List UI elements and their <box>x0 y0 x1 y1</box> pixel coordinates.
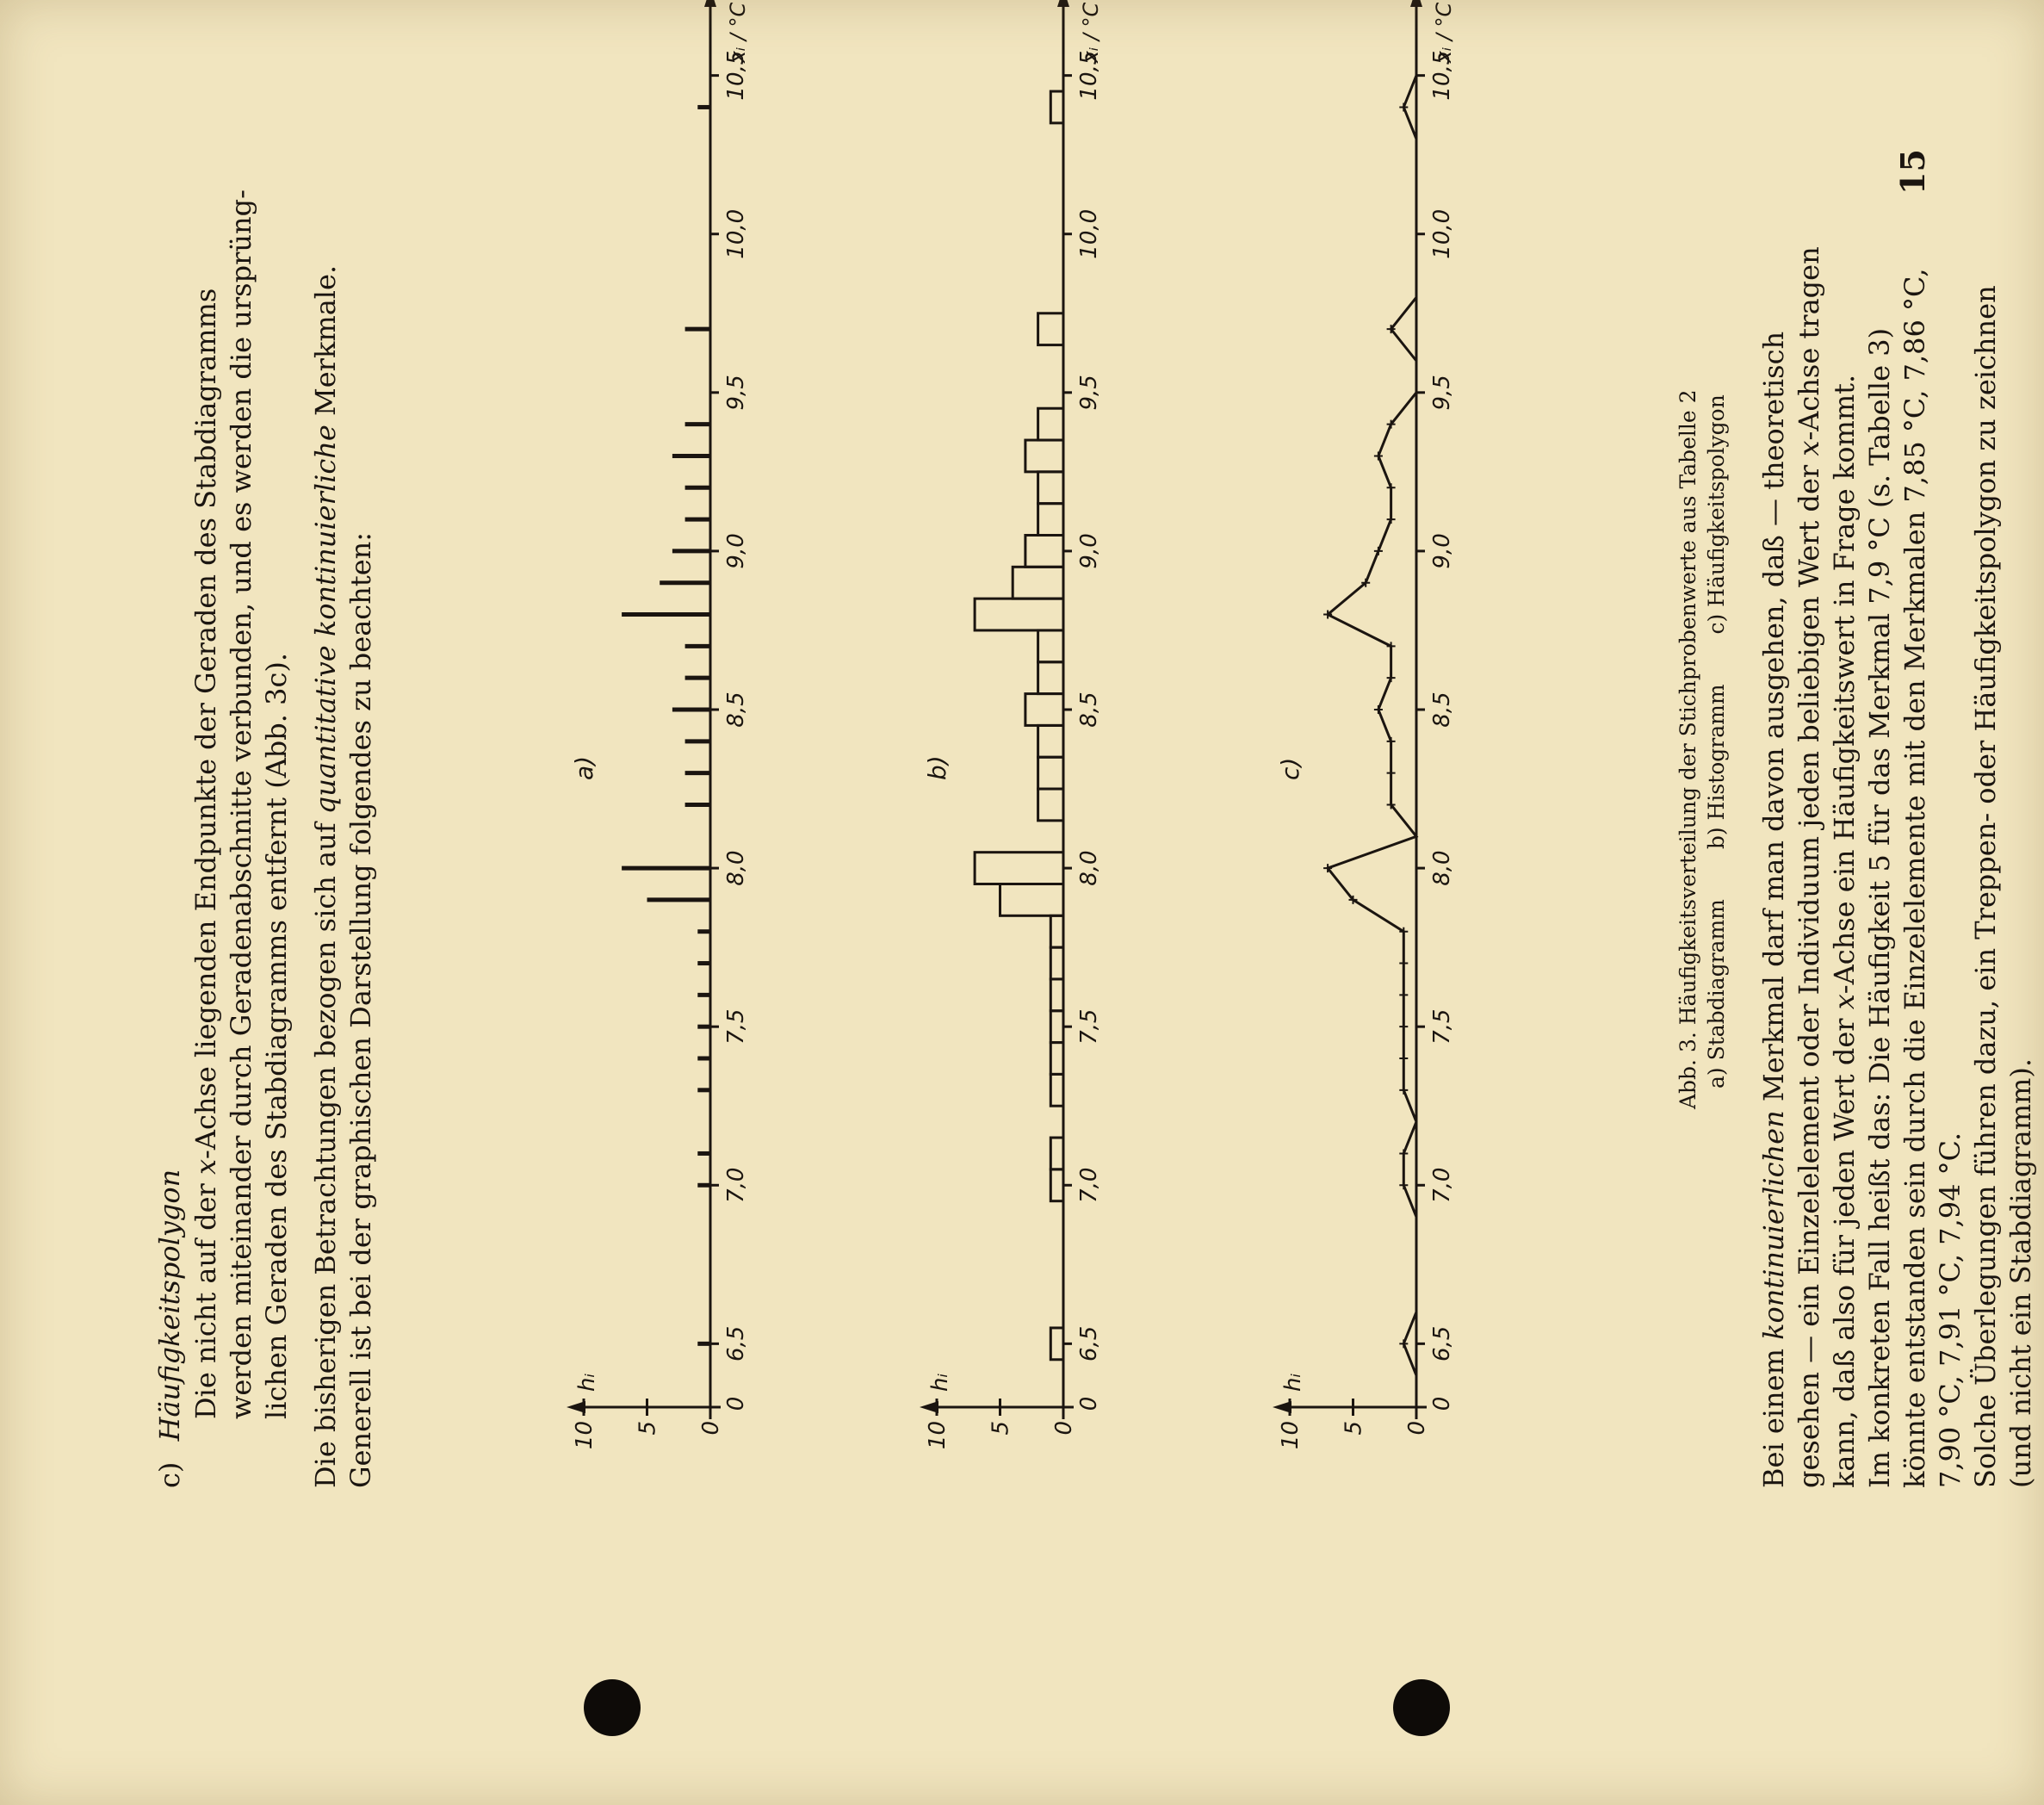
para3-l2-variable: x <box>1793 440 1825 456</box>
x-tick-label: 7,5 <box>1429 1008 1455 1045</box>
polygon-point <box>1387 483 1396 492</box>
panel-label: c) <box>1276 757 1304 780</box>
polygon-point <box>1374 705 1383 714</box>
x-tick-label: 7,5 <box>723 1008 749 1045</box>
x-tick-label: 9,0 <box>723 533 749 569</box>
para1-line3: lichen Geraden des Stabdiagramms entfernt (Abb. 3c). <box>260 652 293 1419</box>
polygon-point <box>1399 990 1408 999</box>
para3-l1-italic: kontinuierlichen <box>1757 1110 1790 1340</box>
histogram-bar <box>1038 313 1063 345</box>
para3-line5: könnte entstanden sein durch die Einzelelemente mit den Merkmalen 7,85 °C, 7,86 °C, <box>1898 268 1931 1488</box>
x-tick-label: 6,5 <box>1076 1325 1102 1362</box>
section-heading-title: Häufigkeitspolygon <box>153 1169 186 1442</box>
x-tick-label: 7,0 <box>1429 1167 1455 1203</box>
y-axis-label: hᵢ <box>927 1373 953 1392</box>
x-tick-label: 6,5 <box>1429 1325 1455 1362</box>
chart-a-stabdiagramm <box>567 0 750 1449</box>
polygon-point <box>1399 1054 1408 1063</box>
histogram-bar <box>1050 979 1063 1011</box>
polygon-point <box>1399 1086 1408 1095</box>
y-tick-label: 10 <box>1278 1421 1304 1450</box>
polygon-point <box>1387 769 1396 778</box>
x-tick-label: 8,0 <box>1076 850 1102 886</box>
x-origin-label: 0 <box>1076 1396 1102 1411</box>
x-axis-arrow <box>704 0 716 7</box>
polygon-point <box>1387 737 1396 746</box>
panel-label: b) <box>923 755 951 780</box>
x-tick-label: 8,5 <box>723 692 749 728</box>
figure-caption-parts <box>1703 394 1731 1089</box>
histogram-bar <box>1025 536 1063 568</box>
para3-l3-a: kann, daß also für jeden Wert der <box>1828 1009 1861 1488</box>
caption-part-a: a) Stabdiagramm <box>1704 899 1729 1089</box>
para3-line3 <box>1827 375 1861 1488</box>
histogram-bar <box>1025 694 1063 726</box>
histogram-bar <box>1050 915 1063 947</box>
polygon-point <box>1374 547 1383 555</box>
histogram-bar <box>1050 1169 1063 1201</box>
y-tick-label: 10 <box>925 1421 951 1450</box>
histogram-bar <box>975 853 1063 884</box>
caption-part-c: c) Häufigkeitspolygon <box>1704 394 1729 635</box>
histogram-bar <box>1050 947 1063 979</box>
para4-line1: Solche Überlegungen führen dazu, ein Treppen- oder Häufigkeitspolygon zu zeichnen <box>1969 285 2002 1488</box>
x-tick-label: 9,0 <box>1429 533 1455 569</box>
polygon-point <box>1399 102 1408 111</box>
x-tick-label: 10,5 <box>1076 50 1102 101</box>
histogram-bar <box>1025 440 1063 472</box>
histogram-bar <box>1050 1328 1063 1360</box>
x-tick-label: 8,5 <box>1429 692 1455 728</box>
y-tick-label: 10 <box>572 1421 598 1450</box>
para2-italic: quantitative kontinuierliche <box>309 425 342 815</box>
y-tick-label: 0 <box>698 1421 724 1436</box>
histogram-bar <box>1038 757 1063 789</box>
polygon-point <box>1387 642 1396 650</box>
panel-label: a) <box>570 755 598 780</box>
para3-line4: Im konkreten Fall heißt das: Die Häufigkeit 5 für das Merkmal 7,9 °C (s. Tabelle 3) <box>1863 327 1896 1488</box>
histogram-bar <box>1038 789 1063 821</box>
x-tick-label: 7,5 <box>1076 1008 1102 1045</box>
para2-line2: Generell ist bei der graphischen Darstellung folgendes zu beachten: <box>344 531 377 1488</box>
y-axis-label: hᵢ <box>574 1373 600 1392</box>
y-tick-label: 5 <box>988 1421 1014 1436</box>
histogram-bar <box>1038 408 1063 440</box>
polygon-point <box>1399 1181 1408 1189</box>
x-tick-label: 10,5 <box>1429 50 1455 101</box>
para2-text-a: Die bisherigen Betrachtungen bezogen sich auf <box>309 814 342 1488</box>
section-heading-letter: c) <box>153 1461 186 1488</box>
chart-c-haeufigkeitspolygon <box>1273 0 1456 1449</box>
para1-variable: x <box>189 1158 222 1175</box>
x-tick-label: 10,0 <box>1429 208 1455 259</box>
histogram-bar <box>1038 725 1063 757</box>
para3-l2-b: -Achse tragen <box>1793 246 1825 441</box>
histogram-bar <box>1050 1043 1063 1075</box>
x-axis-label: xᵢ / °C <box>1432 2 1456 64</box>
polygon-point <box>1399 959 1408 968</box>
histogram-bar <box>1038 662 1063 694</box>
para1-text-a: Die nicht auf der <box>189 1175 222 1419</box>
para4-line2: (und nicht ein Stabdiagramm). <box>2004 1058 2037 1488</box>
x-tick-label: 10,0 <box>723 208 749 259</box>
x-tick-label: 10,0 <box>1076 208 1102 259</box>
para3-l2-a: gesehen — ein Einzelelement oder Individuum jeden beliebigen Wert der <box>1793 456 1825 1488</box>
y-axis-label: hᵢ <box>1280 1373 1306 1392</box>
x-axis-arrow <box>1057 0 1069 7</box>
x-tick-label: 8,5 <box>1076 692 1102 728</box>
polygon-point <box>1399 1022 1408 1031</box>
x-tick-label: 7,0 <box>1076 1167 1102 1203</box>
histogram-bar <box>1000 884 1064 916</box>
x-axis-label: xᵢ / °C <box>1079 2 1103 64</box>
para3-l3-variable: x <box>1828 994 1861 1010</box>
para3-line1 <box>1756 332 1791 1488</box>
figure-caption: Abb. 3. Häufigkeitsverteilung der Stichprobenwerte aus Tabelle 2 <box>1675 389 1700 1109</box>
x-tick-label: 7,0 <box>723 1167 749 1203</box>
binder-hole-right <box>1393 1679 1450 1736</box>
x-tick-label: 9,5 <box>1076 375 1102 411</box>
x-tick-label: 9,0 <box>1076 533 1102 569</box>
histogram-bar <box>1038 504 1063 536</box>
histogram-bar <box>1050 1074 1063 1106</box>
x-tick-label: 8,0 <box>1429 850 1455 886</box>
polygon-point <box>1387 515 1396 524</box>
para2-text-b: Merkmale. <box>309 264 342 425</box>
chart-b-histogramm <box>920 0 1103 1449</box>
para3-l1-a: Bei einem <box>1757 1339 1790 1488</box>
caption-part-b: b) Histogramm <box>1704 684 1729 850</box>
y-tick-label: 0 <box>1404 1421 1430 1436</box>
x-tick-label: 10,5 <box>723 50 749 101</box>
x-tick-label: 6,5 <box>723 1325 749 1362</box>
x-tick-label: 8,0 <box>723 850 749 886</box>
histogram-bar <box>1050 1011 1063 1043</box>
binder-hole-left <box>584 1679 641 1736</box>
polygon-line <box>1328 76 1416 1376</box>
x-axis-arrow <box>1410 0 1422 7</box>
x-origin-label: 0 <box>1429 1396 1455 1411</box>
polygon-point <box>1399 1339 1408 1348</box>
histogram-bar <box>1038 630 1063 662</box>
polygon-point <box>1399 1149 1408 1157</box>
para3-l1-b: Merkmal darf man davon ausgehen, daß — theoretisch <box>1757 331 1790 1111</box>
para3-l3-b: -Achse ein Häufigkeitswert in Frage kommt. <box>1828 374 1861 995</box>
x-tick-label: 9,5 <box>1429 375 1455 411</box>
x-tick-label: 9,5 <box>723 375 749 411</box>
para3-line6: 7,90 °C, 7,91 °C, 7,94 °C. <box>1934 1132 1967 1488</box>
para1-text-b: -Achse liegenden Endpunkte der Geraden des Stabdiagramms <box>189 288 222 1159</box>
histogram-bar <box>1050 91 1063 123</box>
page-number: 15 <box>1893 149 1932 195</box>
histogram-bar <box>975 599 1063 630</box>
histogram-bar <box>1038 472 1063 504</box>
y-tick-label: 0 <box>1051 1421 1077 1436</box>
x-origin-label: 0 <box>723 1396 749 1411</box>
polygon-point <box>1374 451 1383 460</box>
y-tick-label: 5 <box>1341 1421 1367 1436</box>
y-tick-label: 5 <box>635 1421 661 1436</box>
para3-line2 <box>1792 246 1826 1488</box>
para1-line2: werden miteinander durch Geradenabschnitte verbunden, und es werden die ursprüng- <box>225 189 257 1419</box>
polygon-point <box>1387 673 1396 682</box>
histogram-bar <box>1013 567 1063 599</box>
histogram-bar <box>1050 1138 1063 1169</box>
x-axis-label: xᵢ / °C <box>726 2 750 64</box>
